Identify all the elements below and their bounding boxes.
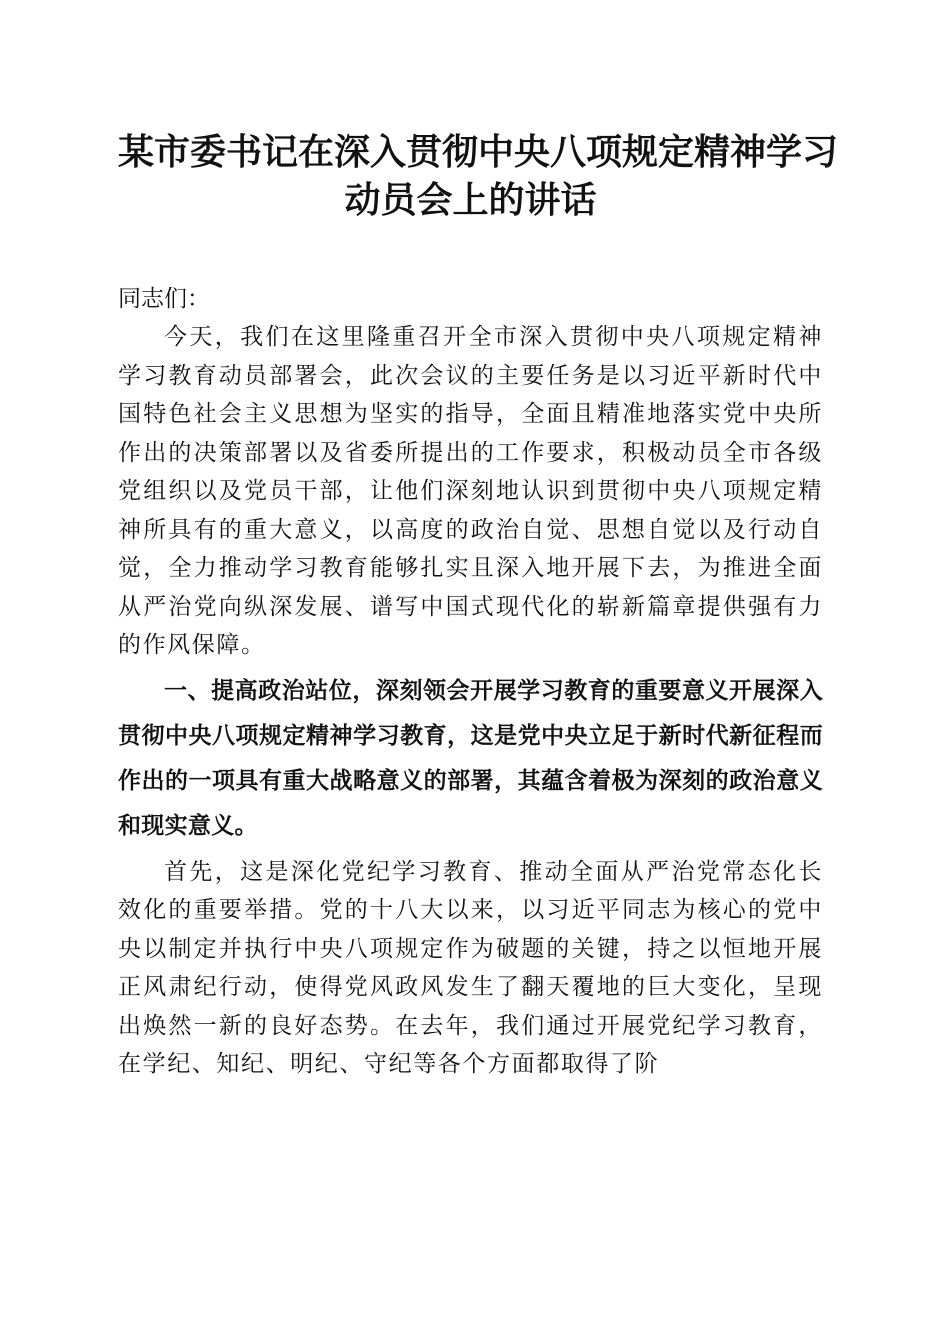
paragraph-intro: 今天，我们在这里隆重召开全市深入贯彻中央八项规定精神学习教育动员部署会，此次会议的主要任务是以习近平新时代中国特色社会主义思想为坚实的指导，全面且精准地落实党中央所作出的决策部署以及省委所提出的工作要求，积极动员全市各级党组织以及党员干部，让他们深刻地认识到贯彻中央八项规定精神所具有的重大意义，以高度的政治自觉、思想自觉以及行动自觉，全力推动学习教育能够扎实且深入地开展下去，为推进全面从严治党向纵深发展、谱写中国式现代化的崭新篇章提供强有力的作风保障。	[118, 324, 823, 658]
salutation: 同志们：	[118, 286, 210, 312]
section-heading-1: 一、提高政治站位，深刻领会开展学习教育的重要意义开展深入贯彻中央八项规定精神学习教育，这是党中央立足于新时代新征程而作出的一项具有重大战略意义的部署，其蕴含着极为深刻的政治意义和现实意义。	[118, 677, 823, 839]
title-line-2: 动员会上的讲话	[344, 179, 597, 221]
document-page	[118, 128, 839, 1084]
paragraph-first-point: 首先，这是深化党纪学习教育、推动全面从严治党常态化长效化的重要举措。党的十八大以来，以习近平同志为核心的党中央以制定并执行中央八项规定作为破题的关键，持之以恒地开展正风肃纪行动，使得党风政风发生了翻天覆地的巨大变化，呈现出焕然一新的良好态势。在去年，我们通过开展党纪学习教育，在学纪、知纪、明纪、守纪等各个方面都取得了阶	[118, 858, 823, 1077]
title-line-1: 某市委书记在深入贯彻中央八项规定精神学习	[118, 131, 839, 173]
document-title	[118, 128, 839, 224]
